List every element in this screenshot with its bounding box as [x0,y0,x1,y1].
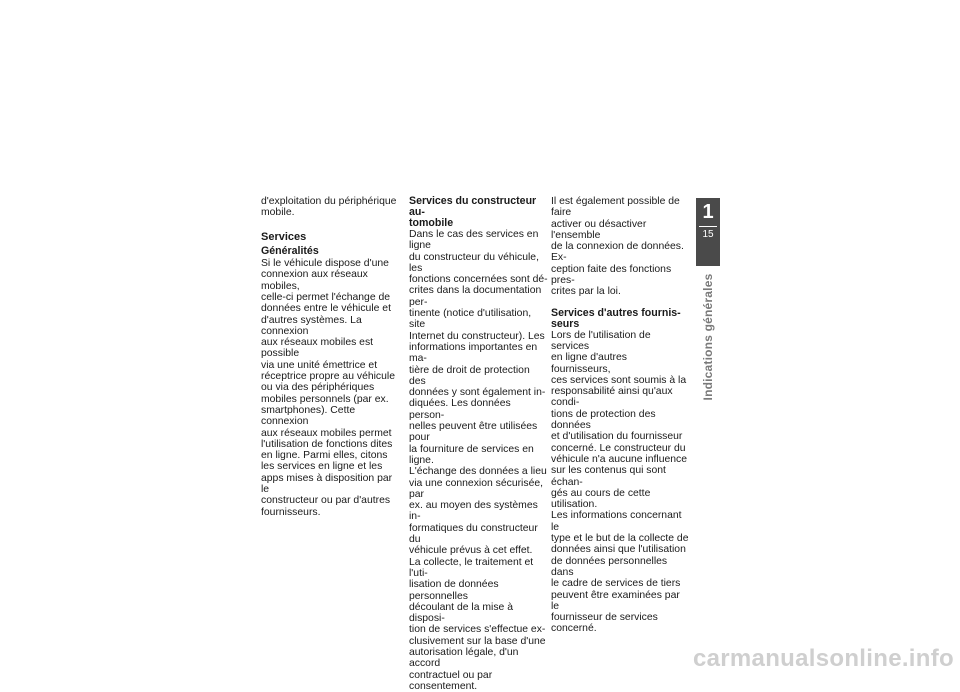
chapter-tab-divider [699,226,717,227]
text-column-1 [261,196,399,518]
paragraph-general: Si le véhicule dispose d'une connexion aux réseaux mobiles, celle-ci permet l'échange de données entre le véhicule et d'autres systèmes. La connexion aux réseaux mobiles est possible via une unité émettrice et réceptrice propre au véhicule ou via des périphériques mobiles personnels (par ex. smartphones). Cette connexion aux réseaux mobiles permet l'utilisation de fonctions dites en ligne. Parmi elles, citons les services en ligne et les apps mises à disposition par le constructeur ou par d'autres fournisseurs. [261,258,395,518]
text-column-2 [409,196,548,692]
chapter-number: 1 [702,201,714,223]
page-number: 15 [702,229,714,240]
heading-services: Services [261,230,307,243]
subheading-general: Généralités [261,244,319,257]
chapter-side-title: Indications générales [701,273,715,401]
paragraph-manufacturer-2: La collecte, le traitement et l'uti- lisation de données personnelles découlant de la mise à disposi- tion de services s'effectue ex- clusivement sur la base d'une autorisation légale, d'un accord contractuel ou par consentement. [409,556,546,692]
intro-paragraph: d'exploitation du périphérique mobile. [261,196,397,219]
heading-third-party-services: Services d'autres fournis- seurs [551,306,681,330]
chapter-tab [696,198,720,266]
watermark-text: carmanualsonline.info [692,645,954,672]
paragraph-manufacturer-1: Dans le cas des services en ligne du constructeur du véhicule, les fonctions concernées sont dé- crites dans la documentation per- tinente (notice d'utilisation, site Internet du constructeur). Les informations importantes en ma- tière de droit de protection des données y sont également in- diquées. Les données person- nelles peuvent être utilisées pour la fourniture de services en ligne. L'échange des données a lieu via une connexion sécurisée, par ex. au moyen des systèmes in- formatiques du constructeur du véhicule prévus à cet effet. [409,229,548,557]
paragraph-data-connection: Il est également possible de faire activer ou désactiver l'ensemble de la connexion de données. Ex- ception faite des fonctions pres- crites par la loi. [551,196,684,298]
heading-manufacturer-services: Services du constructeur au- tomobile [409,195,537,229]
text-column-3 [551,196,689,635]
paragraph-third-party: Lors de l'utilisation de services en ligne d'autres fournisseurs, ces services sont soumis à la responsabilité ainsi qu'aux condi- tions de protection des données et d'utilisation du fournisseur concerné. Le constructeur du véhicule n'a aucune influence sur les contenus qui sont échan- gés au cours de cette utilisation. Les informations concernant le type et le but de la collecte de données ainsi que l'utilisation de données personnelles dans le cadre de services de tiers peuvent être examinées par le fournisseur de services concerné. [551,329,689,635]
